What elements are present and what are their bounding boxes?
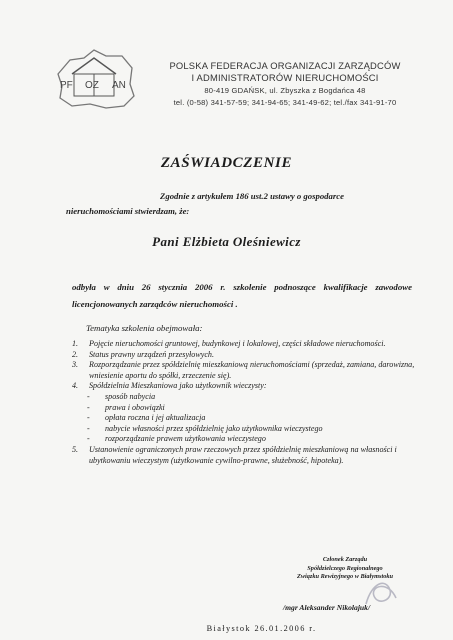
signature-org-line1: Spółdzielczego Regionalnego bbox=[307, 564, 383, 572]
intro-line2: nieruchomościami stwierdzam, że: bbox=[66, 206, 190, 216]
subtopic-item: - rozporządzanie prawem użytkowania wieczystego bbox=[87, 434, 266, 444]
topic-item: 2. Status prawny urządzeń przesyłowych. bbox=[72, 349, 214, 359]
topic-item: 1. Pojęcie nieruchomości gruntowej, budynkowej i lokalowej, części składowe nieruchomości. bbox=[72, 339, 386, 348]
org-address: 80-419 GDAŃSK, ul. Zbyszka z Bogdańca 48 bbox=[204, 85, 366, 95]
intro-text bbox=[60, 189, 420, 219]
subtopic-item: - nabycie własności przez spółdzielnię jako użytkownika wieczystego bbox=[87, 423, 323, 433]
logo-text-mid: OZ bbox=[85, 80, 99, 91]
place-and-date: Białystok 26.01.2006 r. bbox=[206, 624, 317, 633]
subtopic-item: - opłata roczna i jej aktualizacja bbox=[87, 413, 206, 423]
org-phone: tel. (0-58) 341-57-59; 341-94-65; 341-49-62; tel./fax 341-91-70 bbox=[173, 97, 397, 107]
topic-item: 5. Ustanowienie ograniczonych praw rzeczowych przez spółdzielnię mieszkaniową na własności i ubytkowaniu wieczystym (użytkowanie cywilno-prawne, służebność, hipoteka). bbox=[72, 444, 397, 465]
organization-logo bbox=[50, 44, 138, 114]
document-title: ZAŚWIADCZENIE bbox=[160, 155, 293, 171]
signatory-name: /mgr Aleksander Nikolajuk/ bbox=[283, 603, 371, 612]
signature-role: Członek Zarządu bbox=[322, 556, 368, 563]
subtopic-item: - sposób nabycia bbox=[87, 391, 156, 401]
training-statement: odbyła w dniu 26 stycznia 2006 r. szkolenie podnoszące kwalifikacje zawodowe licencjonowanych zarządców nieruchomości . bbox=[72, 282, 412, 309]
org-name-line1: POLSKA FEDERACJA ORGANIZACJI ZARZĄDCÓW bbox=[169, 60, 401, 71]
topics-heading: Tematyka szkolenia obejmowała: bbox=[86, 323, 203, 333]
recipient-name: Pani Elżbieta Oleśniewicz bbox=[152, 234, 301, 249]
topic-item: 3. Rozporządzanie przez spółdzielnię mieszkaniową nieruchomościami (sprzedaż, zamiana, darowizna, wniesienie aportu do spółki, zrzeczenie się). bbox=[72, 360, 415, 380]
logo-text-right: AN bbox=[112, 80, 126, 91]
subtopic-item: - prawa i obowiązki bbox=[87, 402, 165, 412]
topics-list bbox=[72, 339, 417, 466]
logo-text-left: PF bbox=[60, 80, 73, 91]
signature-org-line2: Związku Rewizyjnego w Białymstoku bbox=[296, 573, 394, 580]
org-name-line2: I ADMINISTRATORÓW NIERUCHOMOŚCI bbox=[191, 72, 379, 84]
intro-line1: Zgodnie z artykułem 186 ust.2 ustawy o gospodarce bbox=[160, 191, 344, 201]
organization-header bbox=[140, 60, 430, 109]
topic-item: 4. Spółdzielnia Mieszkaniowa jako użytkownik wieczysty: bbox=[72, 381, 267, 391]
